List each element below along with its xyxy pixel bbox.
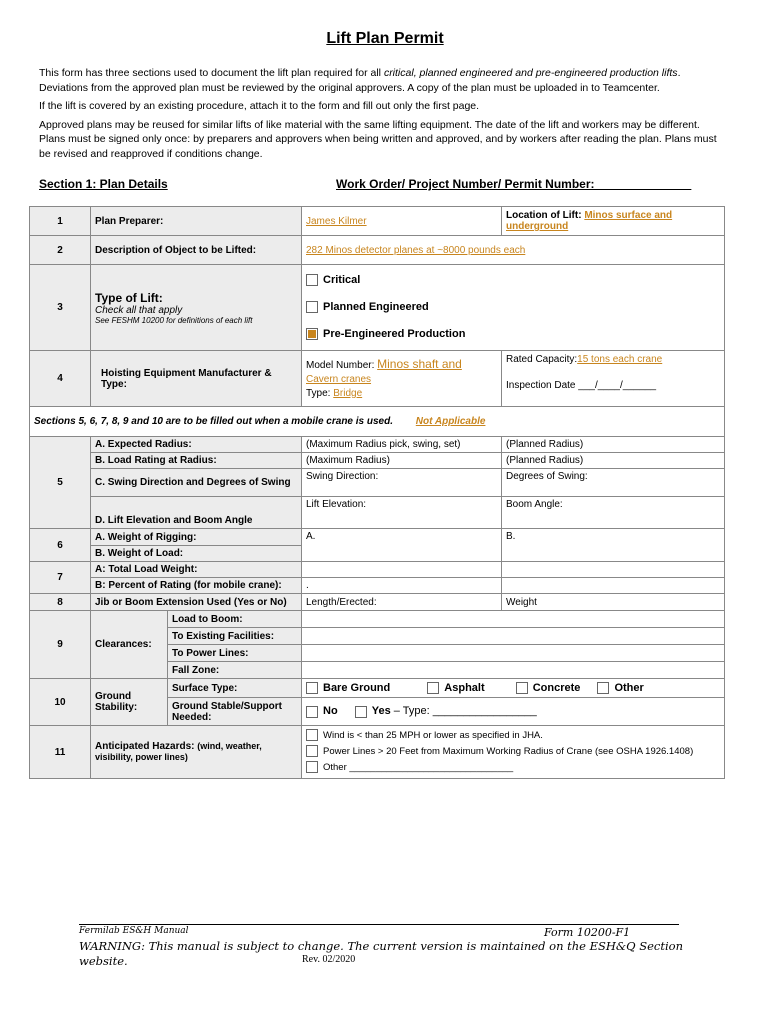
weight-col-b[interactable]: B. xyxy=(502,529,725,562)
description-label: Description of Object to be Lifted: xyxy=(91,236,302,265)
row-number: 3 xyxy=(30,265,91,351)
hazard-wind[interactable] xyxy=(306,728,720,744)
model-cell[interactable] xyxy=(302,351,502,407)
footer-manual: Fermilab ES&H Manual xyxy=(79,926,189,936)
intro-paragraph-3: Approved plans may be reused for similar lifts of like material with the same lifting equipment. The date of the lift and workers may be different. Plans must be signed only once: by preparers and approvers when being written and approved, and by workers after reading the plan. Plans must be revised and reapproved if conditions change. xyxy=(39,118,717,160)
row-5c xyxy=(30,469,725,497)
checkbox-critical[interactable] xyxy=(306,274,318,286)
swing-label: C. Swing Direction and Degrees of Swing xyxy=(91,469,302,497)
row-6a xyxy=(30,529,725,546)
row-8 xyxy=(30,594,725,611)
checkbox-bare-ground[interactable] xyxy=(306,682,318,694)
anticipated-hazards-note: (wind, weather, visibility, power lines) xyxy=(95,741,262,762)
row-7a xyxy=(30,562,725,578)
mobile-note-value: Not Applicable xyxy=(415,416,486,427)
load-to-boom-label: Load to Boom: xyxy=(168,611,302,628)
lift-elevation[interactable]: Lift Elevation: xyxy=(302,497,502,529)
checkbox-wind[interactable] xyxy=(306,729,318,741)
row-2 xyxy=(30,236,725,265)
swing-degrees[interactable]: Degrees of Swing: xyxy=(502,469,725,497)
fall-zone-value[interactable] xyxy=(302,662,725,679)
expected-radius-label: A. Expected Radius: xyxy=(91,437,302,453)
clearances-label: Clearances: xyxy=(91,611,168,679)
row-number: 1 xyxy=(30,207,91,236)
intro-paragraph-2: If the lift is covered by an existing procedure, attach it to the form and fill out only the first page. xyxy=(39,100,480,112)
option-planned-engineered[interactable] xyxy=(306,294,720,321)
length-erected[interactable]: Length/Erected: xyxy=(302,594,502,611)
option-no: No xyxy=(323,705,338,718)
location-cell[interactable] xyxy=(502,207,725,236)
option-critical[interactable] xyxy=(306,267,720,294)
weight-rigging-label: A. Weight of Rigging: xyxy=(91,529,302,546)
surface-type-label: Surface Type: xyxy=(168,679,302,698)
total-load-value[interactable] xyxy=(302,562,502,578)
checkbox-other[interactable] xyxy=(597,682,609,694)
hazard-wind-label: Wind is < than 25 MPH or lower as specified in JHA. xyxy=(323,730,543,741)
row-number: 2 xyxy=(30,236,91,265)
checkbox-no[interactable] xyxy=(306,706,318,718)
type-value: Bridge xyxy=(333,387,363,399)
swing-direction[interactable]: Swing Direction: xyxy=(302,469,502,497)
checkbox-planned-engineered[interactable] xyxy=(306,301,318,313)
plan-preparer-label: Plan Preparer: xyxy=(91,207,302,236)
checkbox-hazard-other[interactable] xyxy=(306,761,318,773)
page-title: Lift Plan Permit xyxy=(326,30,444,47)
type-of-lift-note: Check all that apply xyxy=(95,304,183,316)
row-number: 6 xyxy=(30,529,91,562)
ground-stability-label: Ground Stability: xyxy=(91,679,168,726)
load-rating-planned[interactable]: (Planned Radius) xyxy=(502,453,725,469)
row-10a xyxy=(30,679,725,698)
jib-boom-label: Jib or Boom Extension Used (Yes or No) xyxy=(91,594,302,611)
capacity-label: Rated Capacity: xyxy=(506,354,578,365)
model-value-2: Cavern cranes xyxy=(306,373,372,385)
option-planned-engineered-label: Planned Engineered xyxy=(323,301,429,313)
load-rating-max[interactable]: (Maximum Radius) xyxy=(302,453,502,469)
description-text: 282 Minos detector planes at ~8000 pounds each xyxy=(306,244,526,256)
checkbox-power-lines[interactable] xyxy=(306,745,318,757)
intro-p1-a: This form has three sections used to document the lift plan required for all xyxy=(39,67,384,79)
existing-facilities-label: To Existing Facilities: xyxy=(168,628,302,645)
fall-zone-label: Fall Zone: xyxy=(168,662,302,679)
option-pre-engineered-label: Pre-Engineered Production xyxy=(323,328,466,340)
hazard-other-label: Other _______________________________ xyxy=(323,762,514,773)
intro-paragraph-1 xyxy=(39,66,729,95)
row-number: 10 xyxy=(30,679,91,726)
mobile-note-text: Sections 5, 6, 7, 8, 9 and 10 are to be filled out when a mobile crane is used. xyxy=(34,416,394,427)
power-lines-value[interactable] xyxy=(302,645,725,662)
footer-revision: Rev. 02/2020 xyxy=(302,954,356,965)
section-title: Section 1: Plan Details xyxy=(39,177,168,191)
row-5a xyxy=(30,437,725,453)
footer-divider xyxy=(79,924,679,925)
checkbox-asphalt[interactable] xyxy=(427,682,439,694)
plan-preparer-text: James Kilmer xyxy=(306,215,367,227)
jib-weight[interactable]: Weight xyxy=(502,594,725,611)
type-of-lift-definition-note: See FESHM 10200 for definitions of each lift xyxy=(95,315,253,325)
row-number: 9 xyxy=(30,611,91,679)
hazard-options xyxy=(302,726,725,779)
expected-radius-max[interactable]: (Maximum Radius pick, swing, set) xyxy=(302,437,502,453)
yes-type-field[interactable]: – Type: _________________ xyxy=(393,705,537,718)
row-number: 4 xyxy=(30,351,91,407)
checkbox-pre-engineered[interactable] xyxy=(306,328,318,340)
total-load-value-b[interactable] xyxy=(502,562,725,578)
work-order-field[interactable]: Work Order/ Project Number/ Permit Number: ______________ xyxy=(336,177,692,191)
plan-details-table xyxy=(29,206,725,779)
anticipated-hazards-label: Anticipated Hazards: xyxy=(95,741,195,752)
row-number: 7 xyxy=(30,562,91,594)
footer-warning: WARNING: This manual is subject to change. The current version is maintained on the ESH&Q Section website. xyxy=(79,939,684,968)
anticipated-hazards-cell xyxy=(91,726,302,779)
type-label: Type: xyxy=(306,387,331,399)
hazard-power-lines-label: Power Lines > 20 Feet from Maximum Working Radius of Crane (see OSHA 1926.1408) xyxy=(323,746,694,757)
existing-facilities-value[interactable] xyxy=(302,628,725,645)
hazard-other[interactable] xyxy=(306,760,720,776)
checkbox-yes[interactable] xyxy=(355,706,367,718)
option-asphalt: Asphalt xyxy=(444,681,485,694)
capacity-cell[interactable] xyxy=(502,351,725,407)
row-9a xyxy=(30,611,725,628)
mobile-crane-note-row xyxy=(30,407,725,437)
intro-p1-c: . Deviations from the approved plan must be reviewed by the original approvers. A copy of the plan must be uploaded in to Teamcenter. xyxy=(39,67,681,94)
row-5d xyxy=(30,497,725,529)
option-critical-label: Critical xyxy=(323,274,361,286)
row-number: 8 xyxy=(30,594,91,611)
percent-rating-value-b[interactable] xyxy=(502,578,725,594)
description-value[interactable] xyxy=(302,236,725,265)
hoisting-equipment-label: Hoisting Equipment Manufacturer & Type: xyxy=(91,351,302,407)
row-5b xyxy=(30,453,725,469)
option-other: Other xyxy=(614,681,644,694)
row-4 xyxy=(30,351,725,407)
weight-col-a[interactable]: A. xyxy=(302,529,502,562)
row-1 xyxy=(30,207,725,236)
intro-p1-b: critical, planned engineered and pre-engineered production lifts xyxy=(383,67,678,79)
option-yes: Yes xyxy=(371,705,391,718)
type-of-lift-label: Type of Lift: xyxy=(95,290,163,305)
ground-support-options xyxy=(302,698,725,726)
surface-type-options xyxy=(302,679,725,698)
percent-rating-value[interactable]: . xyxy=(302,578,502,594)
location-label: Location of Lift: xyxy=(506,210,582,221)
capacity-value: 15 tons each crane xyxy=(577,354,663,365)
load-rating-label: B. Load Rating at Radius: xyxy=(91,453,302,469)
row-number: 11 xyxy=(30,726,91,779)
percent-rating-label: B: Percent of Rating (for mobile crane): xyxy=(91,578,302,594)
total-load-label: A: Total Load Weight: xyxy=(91,562,302,578)
plan-preparer-value[interactable] xyxy=(302,207,502,236)
mobile-crane-note xyxy=(30,407,725,437)
location-value: Minos surface and underground xyxy=(506,210,673,232)
hazard-power-lines[interactable] xyxy=(306,744,720,760)
weight-load-label: B. Weight of Load: xyxy=(91,546,302,562)
row-7b xyxy=(30,578,725,594)
option-pre-engineered[interactable] xyxy=(306,321,720,348)
type-of-lift-cell xyxy=(91,265,302,351)
power-lines-label: To Power Lines: xyxy=(168,645,302,662)
row-11 xyxy=(30,726,725,779)
row-number: 5 xyxy=(30,437,91,529)
inspection-date: Inspection Date ___/____/______ xyxy=(506,380,657,391)
model-label: Model Number: xyxy=(306,359,375,371)
checkbox-concrete[interactable] xyxy=(516,682,528,694)
lift-type-options xyxy=(302,265,725,351)
boom-angle[interactable]: Boom Angle: xyxy=(502,497,725,529)
model-value: Minos shaft and xyxy=(377,356,462,371)
option-bare-ground: Bare Ground xyxy=(323,681,391,694)
ground-support-label: Ground Stable/Support Needed: xyxy=(168,698,302,726)
option-concrete: Concrete xyxy=(532,681,581,694)
row-3 xyxy=(30,265,725,351)
expected-radius-planned[interactable]: (Planned Radius) xyxy=(502,437,725,453)
lift-elevation-label: D. Lift Elevation and Boom Angle xyxy=(91,497,302,529)
intro-text xyxy=(39,66,729,165)
footer-form-number: Form 10200-F1 xyxy=(544,926,631,939)
load-to-boom-value[interactable] xyxy=(302,611,725,628)
